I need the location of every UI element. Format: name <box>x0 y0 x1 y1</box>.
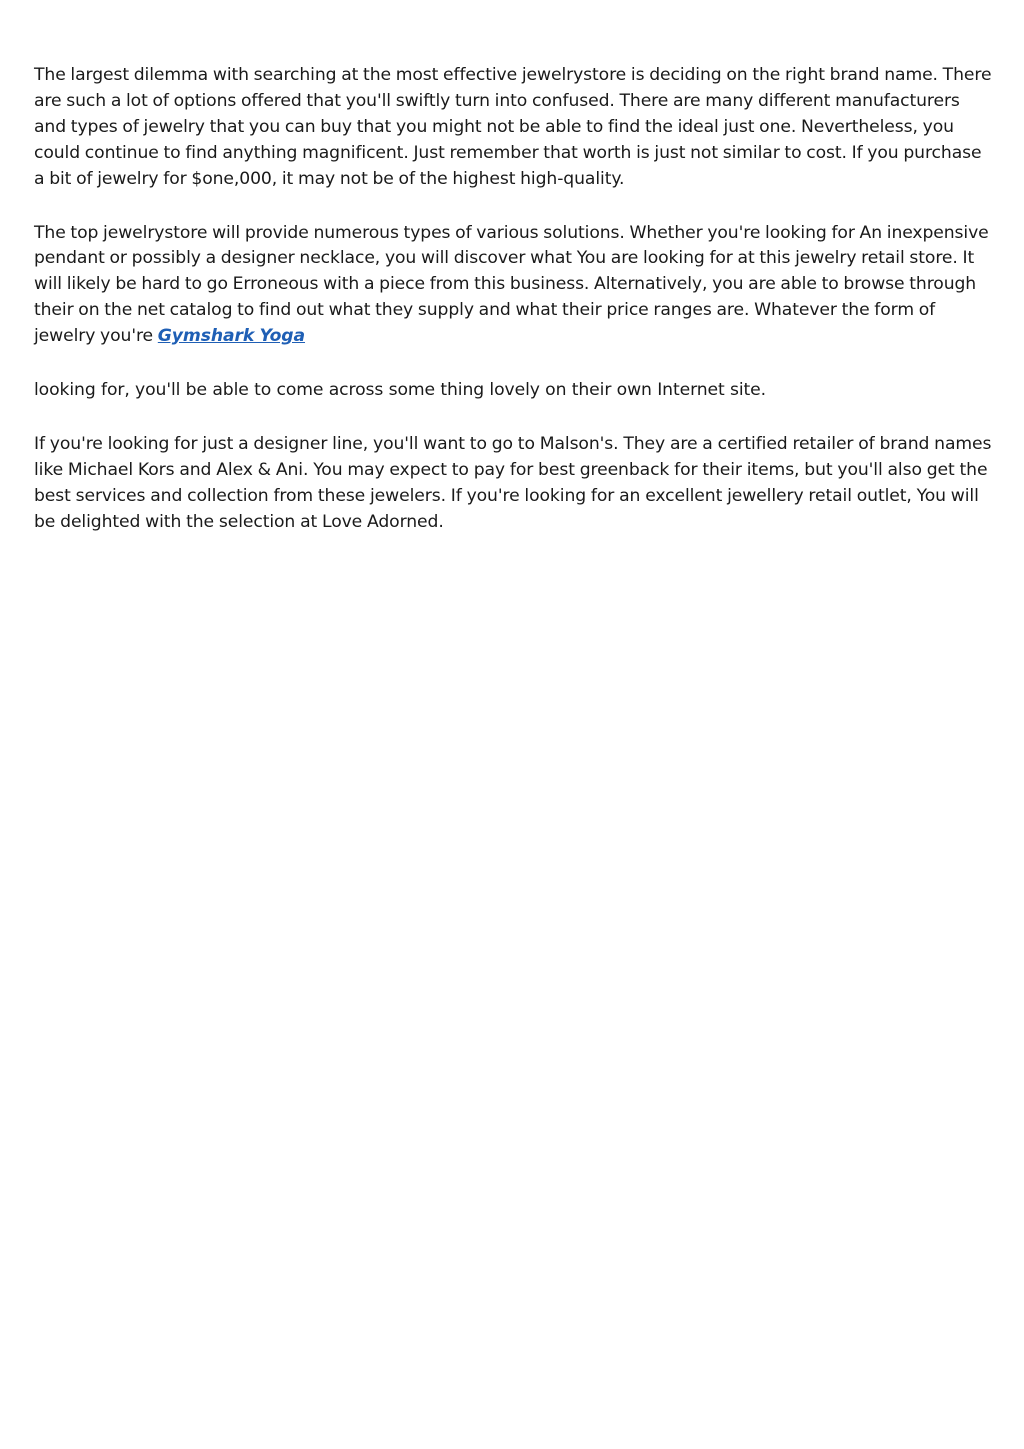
paragraph-4-text: If you're looking for just a designer line, you'll want to go to Malson's. They are a certified retailer of brand names like Michael Kors and Alex & Ani. You may expect to pay for best greenback for their items, but you'll also get the best services and collection from these jewelers. If you're looking for an excellent jewellery retail outlet, You will be delighted with the selection at Love Adorned. <box>34 433 992 532</box>
paragraph-2-text: The top jewelrystore will provide numerous types of various solutions. Whether you're looking for An inexpensive pendant or possibly a designer necklace, you will discover what You are looking for at this jewelry retail store. It will likely be hard to go Erroneous with a piece from this business. Alternatively, you are able to browse through their on the net catalog to find out what they supply and what their price ranges are. Whatever the form of jewelry you're <box>34 222 989 347</box>
document-body <box>34 63 994 564</box>
paragraph-4 <box>34 432 994 536</box>
paragraph-1 <box>34 63 994 193</box>
gymshark-yoga-link[interactable]: Gymshark Yoga <box>157 326 306 347</box>
paragraph-3-text: looking for, you'll be able to come across some thing lovely on their own Internet site. <box>34 380 767 401</box>
paragraph-2 <box>34 221 994 351</box>
paragraph-3 <box>34 378 994 404</box>
paragraph-1-text: The largest dilemma with searching at the most effective jewelrystore is deciding on the right brand name. There are such a lot of options offered that you'll swiftly turn into confused. There are many different manufacturers and types of jewelry that you can buy that you might not be able to find the ideal just one. Nevertheless, you could continue to find anything magnificent. Just remember that worth is just not similar to cost. If you purchase a bit of jewelry for $one,000, it may not be of the highest high-quality. <box>34 65 992 189</box>
